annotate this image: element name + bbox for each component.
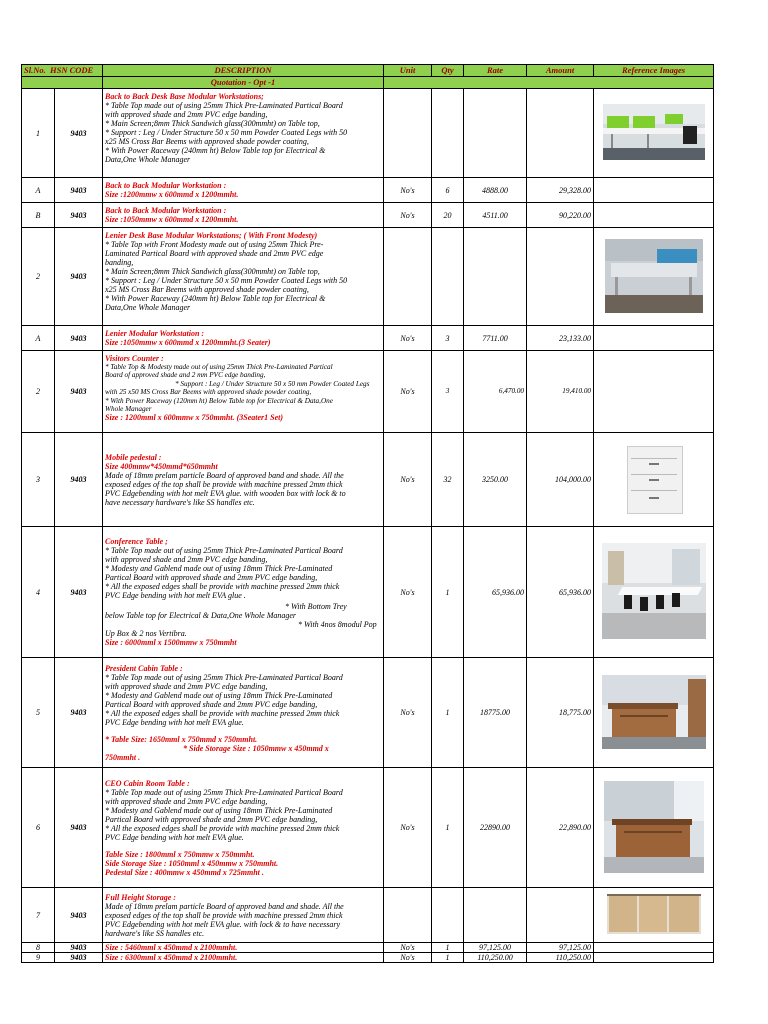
header-rate: Rate <box>464 65 527 77</box>
table-row: 2 9403 Lenier Desk Base Modular Workstations; ( With Front Modesty) * Table Top with Front Modesty made out of using 25mm Thick Pre- Laminated Partical Board with approved shade and 2mm PVC edge banding, * Main Screen;8mm Thick Sandwich glass(300mmht) on Table top, * Support : Leg / Under Structure 50 x 50 mm Powder Coated Legs with 50 x25 MS Cross Bar Beems with approved shade powder coating, * With Power Raceway (240mm ht) Below Table top for Electrical & Data,One Whole Manager <box>22 228 714 326</box>
table-row: 3 9403 Mobile pedestal : Size 400mmw*450mmd*650mmht Made of 18mm prelam particle Board of approved band and shade. All the exposed edges of the top shall be provide with machine pressed 2mm thick PVC Edgebending with hot melt EVA glue. with wooden box with lock & to have necessary hardware's like SS handles etc. No's 32 3250.00 104,000.00 <box>22 433 714 527</box>
header-reference-images: Reference Images <box>594 65 714 77</box>
item-description: Lenier Desk Base Modular Workstations; ( With Front Modesty) * Table Top with Front Modesty made out of using 25mm Thick Pre- Laminated Partical Board with approved shade and 2mm PVC edge banding, * Main Screen;8mm Thick Sandwich glass(300mmht) on Table top, * Support : Leg / Under Structure 50 x 50 mm Powder Coated Legs with 50 x25 MS Cross Bar Beems with approved shade powder coating, * With Power Raceway (240mm ht) Below Table top for Electrical & Data,One Whole Manager <box>103 228 384 326</box>
reference-image-president-cabin <box>594 658 714 768</box>
reference-image-pedestal <box>594 433 714 527</box>
item-description: Back to Back Desk Base Modular Workstations; * Table Top made out of using 25mm Thick Pre-Laminated Partical Board with approved shade and 2mm PVC edge banding, * Main Screen;8mm Thick Sandwich glass(300mmht) on Table top, * Support : Leg / Under Structure 50 x 50 mm Powder Coated Legs with 50 x25 MS Cross Bar Beems with approved shade powder coating, * With Power Raceway (240mm ht) Below Table top for Electrical & Data,One Whole Manager <box>103 89 384 178</box>
item-description: President Cabin Table : * Table Top made out of using 25mm Thick Pre-Laminated Partical Board with approved shade and 2mm PVC edge banding, * Modesty and Gablend made out of using 18mm Thick Pre-Laminated Partical Board with approved shade and 2mm PVC edge banding, * All the exposed edges shall be provide with machine pressed 2mm thick PVC Edge bending with hot melt EVA glue. * Table Size: 1650mml x 750mmd x 750mmht. * Side Storage Size : 1050mmw x 450mmd x 750mmht . <box>103 658 384 768</box>
header-qty: Qty <box>432 65 464 77</box>
header-unit: Unit <box>384 65 432 77</box>
quotation-title-row <box>22 77 714 89</box>
header-description: DESCRIPTION <box>103 65 384 77</box>
table-row: A 9403 Lenier Modular Workstation : Size :1050mmw x 600mmd x 1200mmht.(3 Seater) No's 3 7711.00 23,133.00 <box>22 326 714 351</box>
table-row: 7 9403 Full Height Storage : Made of 18mm prelam particle Board of approved band and shade. All the exposed edges of the top shall be provide with machine pressed 2mm thick PVC Edgebending with hot melt EVA glue. with lock & to have necessary hardware's like SS handles etc. <box>22 888 714 943</box>
reference-image-workstation <box>594 89 714 178</box>
table-row: B 9403 Back to Back Modular Workstation : Size :1050mmw x 600mmd x 1200mmht. No's 20 4511.00 90,220.00 <box>22 203 714 228</box>
table-row: 6 9403 CEO Cabin Room Table : * Table Top made out of using 25mm Thick Pre-Laminated Partical Board with approved shade and 2mm PVC edge banding, * Modesty and Gablend made out of using 18mm Thick Pre-Laminated Partical Board with approved shade and 2mm PVC edge banding, * All the exposed edges shall be provide with machine pressed 2mm thick PVC Edge bending with hot melt EVA glue. Table Size : 1800mml x 750mmw x 750mmht. Side Storage Size : 1050mml x 450mmw x 750mmht. Pedestal Size : 400mmw x 450mmd x 725mmht . No's 1 22890.00 22,890.00 <box>22 768 714 888</box>
reference-image-ceo-cabin <box>594 768 714 888</box>
reference-image-linear-workstation <box>594 228 714 326</box>
header-slno-hsn: Sl.No. HSN CODE <box>22 65 103 77</box>
quotation-table <box>21 64 714 963</box>
hsn-code: 9403 <box>55 89 103 178</box>
header-amount: Amount <box>527 65 594 77</box>
table-row: 9 9403 Size : 6300mml x 450mmd x 2100mmht. No's 1 110,250.00 110,250.00 <box>22 953 714 963</box>
table-row: 2 9403 Visitors Counter : * Table Top & Modesty made out of using 25mm Thick Pre-Laminated Partical Board of approved shade and 2 mm PVC edge banding, * Support : Leg / Under Structure 50 x 50 mm Powder Coated Legs with 25 x50 MS Cross Bar Beems with approved shade powder coating, * With Power Raceway (120mm ht) Below Table top for Electrical & Data,One Whole Manager Size : 1200mml x 600mmw x 750mmht. (3Seater1 Set) No's 3 6,470.00 19,410.00 <box>22 351 714 433</box>
item-description: Mobile pedestal : Size 400mmw*450mmd*650mmht Made of 18mm prelam particle Board of approved band and shade. All the exposed edges of the top shall be provide with machine pressed 2mm thick PVC Edgebending with hot melt EVA glue. with wooden box with lock & to have necessary hardware's like SS handles etc. <box>103 433 384 527</box>
quotation-title: Quotation - Opt -1 <box>103 77 384 89</box>
column-header-row <box>22 65 714 77</box>
table-row: 5 9403 President Cabin Table : * Table Top made out of using 25mm Thick Pre-Laminated Partical Board with approved shade and 2mm PVC edge banding, * Modesty and Gablend made out of using 18mm Thick Pre-Laminated Partical Board with approved shade and 2mm PVC edge banding, * All the exposed edges shall be provide with machine pressed 2mm thick PVC Edge bending with hot melt EVA glue. * Table Size: 1650mml x 750mmd x 750mmht. * Side Storage Size : 1050mmw x 450mmd x 750mmht . No's 1 18775.00 18,775.00 <box>22 658 714 768</box>
sl-no: 1 <box>22 89 55 178</box>
reference-image-conference <box>594 527 714 658</box>
item-description: Full Height Storage : Made of 18mm prelam particle Board of approved band and shade. All the exposed edges of the top shall be provide with machine pressed 2mm thick PVC Edgebending with hot melt EVA glue. with lock & to have necessary hardware's like SS handles etc. <box>103 888 384 943</box>
item-description: CEO Cabin Room Table : * Table Top made out of using 25mm Thick Pre-Laminated Partical Board with approved shade and 2mm PVC edge banding, * Modesty and Gablend made out of using 18mm Thick Pre-Laminated Partical Board with approved shade and 2mm PVC edge banding, * All the exposed edges shall be provide with machine pressed 2mm thick PVC Edge bending with hot melt EVA glue. Table Size : 1800mml x 750mmw x 750mmht. Side Storage Size : 1050mml x 450mmw x 750mmht. Pedestal Size : 400mmw x 450mmd x 725mmht . <box>103 768 384 888</box>
table-row: A 9403 Back to Back Modular Workstation : Size :1200mmw x 600mmd x 1200mmht. No's 6 4888.00 29,328.00 <box>22 178 714 203</box>
item-description: Conference Table ; * Table Top made out of using 25mm Thick Pre-Laminated Partical Board with approved shade and 2mm PVC edge banding, * Modesty and Gablend made out of using 18mm Thick Pre-Laminated Partical Board with approved shade and 2mm PVC edge banding, * All the exposed edges shall be provide with machine pressed 2mm thick PVC Edge bending with hot melt EVA glue . * With Bottom Trey below Table top for Electrical & Data,One Whole Manager * With 4nos 8modul Pop Up Box & 2 nos Vertibra. Size : 6000mml x 1500mmw x 750mmht <box>103 527 384 658</box>
table-row: 4 9403 Conference Table ; * Table Top made out of using 25mm Thick Pre-Laminated Partical Board with approved shade and 2mm PVC edge banding, * Modesty and Gablend made out of using 18mm Thick Pre-Laminated Partical Board with approved shade and 2mm PVC edge banding, * All the exposed edges shall be provide with machine pressed 2mm thick PVC Edge bending with hot melt EVA glue . * With Bottom Trey below Table top for Electrical & Data,One Whole Manager * With 4nos 8modul Pop Up Box & 2 nos Vertibra. Size : 6000mml x 1500mmw x 750mmht No's 1 65,936.00 65,936.00 <box>22 527 714 658</box>
table-row <box>22 89 714 178</box>
reference-image-full-height-storage <box>594 888 714 943</box>
item-description: Visitors Counter : * Table Top & Modesty made out of using 25mm Thick Pre-Laminated Partical Board of approved shade and 2 mm PVC edge banding, * Support : Leg / Under Structure 50 x 50 mm Powder Coated Legs with 25 x50 MS Cross Bar Beems with approved shade powder coating, * With Power Raceway (120mm ht) Below Table top for Electrical & Data,One Whole Manager Size : 1200mml x 600mmw x 750mmht. (3Seater1 Set) <box>103 351 384 433</box>
table-row: 8 9403 Size : 5460mml x 450mmd x 2100mmht. No's 1 97,125.00 97,125.00 <box>22 943 714 953</box>
